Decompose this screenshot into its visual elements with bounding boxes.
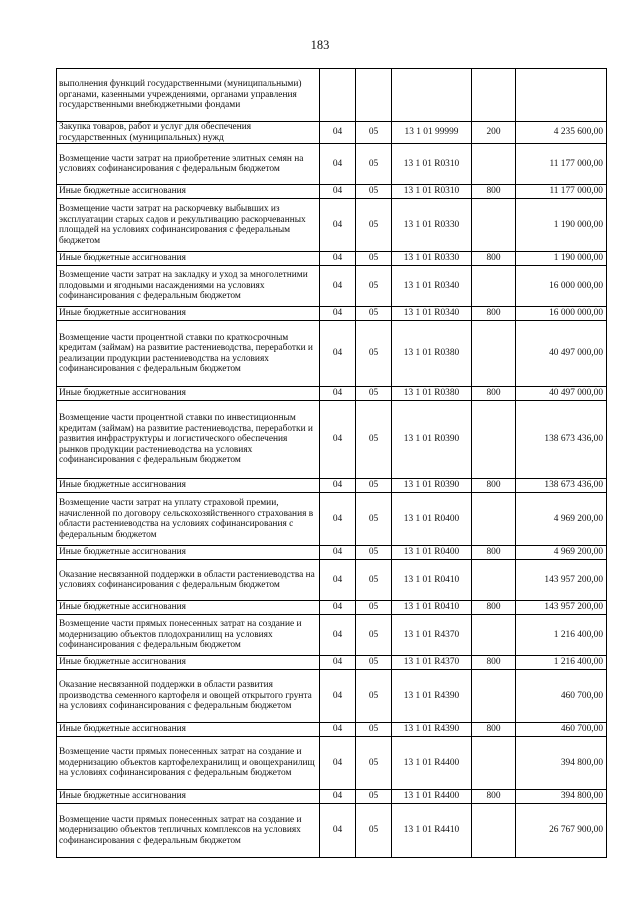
table-cell [356, 401, 392, 479]
table-cell [320, 615, 356, 656]
table-cell [392, 493, 472, 546]
row-section-code: 04 [332, 219, 343, 230]
table-row [57, 401, 607, 479]
table-cell [392, 387, 472, 401]
row-expense-type: 800 [486, 791, 501, 802]
table-cell [472, 307, 516, 321]
row-subsection-code: 05 [368, 480, 379, 491]
table-cell [356, 560, 392, 601]
table-row [57, 252, 607, 266]
table-row [57, 387, 607, 401]
row-target-article: 13 1 01 R4370 [403, 657, 460, 668]
table-cell [57, 69, 320, 122]
table-cell [57, 737, 320, 790]
table-cell [516, 266, 607, 307]
table-cell [516, 615, 607, 656]
table-cell [57, 479, 320, 493]
row-subsection-code: 05 [368, 657, 379, 668]
row-subsection-code: 05 [368, 757, 379, 768]
row-description: Иные бюджетные ассигнования [59, 308, 186, 319]
table-cell [57, 185, 320, 199]
table-cell [516, 321, 607, 387]
row-amount: 143 957 200,00 [544, 574, 603, 585]
row-target-article: 13 1 01 R4390 [403, 724, 460, 735]
table-cell [320, 387, 356, 401]
table-cell [57, 321, 320, 387]
table-cell [472, 615, 516, 656]
table-cell [57, 804, 320, 858]
table-cell [516, 723, 607, 737]
row-amount: 16 000 000,00 [549, 280, 603, 291]
row-section-code: 04 [332, 547, 343, 558]
table-cell [57, 266, 320, 307]
table-cell [516, 185, 607, 199]
row-amount: 40 497 000,00 [549, 388, 603, 399]
table-cell [320, 601, 356, 615]
table-cell [516, 790, 607, 804]
table-cell [320, 656, 356, 670]
table-cell [57, 601, 320, 615]
row-amount: 138 673 436,00 [544, 480, 603, 491]
table-row [57, 723, 607, 737]
table-cell [516, 387, 607, 401]
table-cell [392, 122, 472, 144]
table-cell [320, 479, 356, 493]
row-amount: 1 216 400,00 [553, 629, 603, 640]
table-cell [472, 804, 516, 858]
table-cell [356, 252, 392, 266]
row-section-code: 04 [332, 348, 343, 359]
row-target-article: 13 1 01 R0400 [403, 513, 460, 524]
table-cell [472, 723, 516, 737]
row-section-code: 04 [332, 629, 343, 640]
table-cell [356, 656, 392, 670]
table-cell [392, 546, 472, 560]
table-cell [392, 737, 472, 790]
row-expense-type: 800 [486, 186, 501, 197]
row-amount: 4 235 600,00 [553, 127, 603, 138]
row-target-article: 13 1 01 R0390 [403, 434, 460, 445]
row-subsection-code: 05 [368, 629, 379, 640]
page-number: 183 [310, 38, 330, 52]
table-cell [57, 560, 320, 601]
table-cell [356, 615, 392, 656]
row-subsection-code: 05 [368, 308, 379, 319]
table-cell [356, 266, 392, 307]
row-target-article: 13 1 01 R4390 [403, 690, 460, 701]
table-cell [320, 804, 356, 858]
table-cell [320, 493, 356, 546]
table-cell [392, 69, 472, 122]
table-cell [472, 252, 516, 266]
row-description: Иные бюджетные ассигнования [59, 724, 186, 735]
row-target-article: 13 1 01 R0390 [403, 480, 460, 491]
row-description: Иные бюджетные ассигнования [59, 657, 186, 668]
table-cell [516, 252, 607, 266]
row-target-article: 13 1 01 R0380 [403, 348, 460, 359]
table-cell [57, 252, 320, 266]
table-cell [392, 252, 472, 266]
table-cell [356, 601, 392, 615]
row-target-article: 13 1 01 R0330 [403, 219, 460, 230]
row-amount: 4 969 200,00 [553, 547, 603, 558]
table-cell [356, 546, 392, 560]
table-cell [320, 307, 356, 321]
table-row [57, 656, 607, 670]
row-subsection-code: 05 [368, 127, 379, 138]
table-cell [472, 69, 516, 122]
row-section-code: 04 [332, 791, 343, 802]
row-amount: 4 969 200,00 [553, 513, 603, 524]
table-cell [392, 656, 472, 670]
table-cell [356, 493, 392, 546]
table-cell [472, 479, 516, 493]
row-section-code: 04 [332, 158, 343, 169]
table-cell [472, 185, 516, 199]
table-cell [516, 144, 607, 185]
table-row [57, 144, 607, 185]
row-description: Возмещение части затрат на раскорчевку выбывших из эксплуатации старых садов и рекультивацию раскорчеванных площадей на условиях софинансирования с федеральным бюджетом [59, 204, 306, 246]
table-cell [320, 122, 356, 144]
table-row [57, 185, 607, 199]
table-cell [516, 546, 607, 560]
row-amount: 1 190 000,00 [553, 253, 603, 264]
row-section-code: 04 [332, 602, 343, 613]
row-description: Иные бюджетные ассигнования [59, 186, 186, 197]
table-cell [392, 723, 472, 737]
table-row [57, 479, 607, 493]
table-cell [516, 479, 607, 493]
row-amount: 460 700,00 [560, 724, 603, 735]
row-expense-type: 800 [486, 602, 501, 613]
row-section-code: 04 [332, 724, 343, 735]
row-target-article: 13 1 01 R4370 [403, 629, 460, 640]
row-amount: 138 673 436,00 [544, 434, 603, 445]
table-cell [472, 790, 516, 804]
table-cell [356, 723, 392, 737]
row-section-code: 04 [332, 757, 343, 768]
row-section-code: 04 [332, 574, 343, 585]
row-section-code: 04 [332, 308, 343, 319]
table-cell [472, 401, 516, 479]
row-section-code: 04 [332, 253, 343, 264]
table-cell [356, 144, 392, 185]
table-cell [320, 560, 356, 601]
table-cell [516, 804, 607, 858]
table-cell [472, 601, 516, 615]
row-amount: 40 497 000,00 [549, 348, 603, 359]
row-target-article: 13 1 01 R0410 [403, 574, 460, 585]
row-subsection-code: 05 [368, 574, 379, 585]
table-cell [57, 307, 320, 321]
table-cell [472, 560, 516, 601]
table-cell [356, 737, 392, 790]
row-expense-type: 800 [486, 657, 501, 668]
row-description: Иные бюджетные ассигнования [59, 253, 186, 264]
row-amount: 11 177 000,00 [549, 186, 603, 197]
table-cell [392, 321, 472, 387]
row-section-code: 04 [332, 186, 343, 197]
row-subsection-code: 05 [368, 348, 379, 359]
table-cell [472, 656, 516, 670]
row-target-article: 13 1 01 R0310 [403, 186, 460, 197]
table-cell [516, 307, 607, 321]
table-cell [392, 601, 472, 615]
table-cell [472, 546, 516, 560]
table-cell [516, 199, 607, 252]
table-cell [320, 401, 356, 479]
row-target-article: 13 1 01 R0330 [403, 253, 460, 264]
table-cell [472, 321, 516, 387]
row-description: Возмещение части затрат на закладку и уход за многолетними плодовыми и ягодными насаждениями на условиях софинансирования с федеральным бюджетом [59, 270, 308, 302]
row-amount: 11 177 000,00 [549, 158, 603, 169]
table-cell [320, 69, 356, 122]
table-cell [516, 493, 607, 546]
row-target-article: 13 1 01 R0340 [403, 308, 460, 319]
table-cell [356, 387, 392, 401]
table-cell [57, 199, 320, 252]
table-cell [57, 723, 320, 737]
row-description: Возмещение части затрат на приобретение элитных семян на условиях софинансирования с федеральным бюджетом [59, 153, 304, 174]
row-subsection-code: 05 [368, 219, 379, 230]
table-row [57, 69, 607, 122]
row-description: Возмещение части прямых понесенных затрат на создание и модернизацию объектов картофелехранилищ и овощехранилищ на условиях софинансирования с федеральным бюджетом [59, 747, 315, 779]
table-row [57, 546, 607, 560]
row-description: Иные бюджетные ассигнования [59, 602, 186, 613]
table-cell [516, 670, 607, 723]
row-subsection-code: 05 [368, 434, 379, 445]
row-subsection-code: 05 [368, 547, 379, 558]
row-description: Возмещение части процентной ставки по краткосрочным кредитам (займам) на развитие растениеводства, переработки и реализации продукции растениеводства на условиях софинансирования с федеральным бюджетом [59, 332, 313, 374]
row-section-code: 04 [332, 480, 343, 491]
row-section-code: 04 [332, 434, 343, 445]
table-cell [392, 479, 472, 493]
table-row [57, 601, 607, 615]
row-subsection-code: 05 [368, 791, 379, 802]
row-target-article: 13 1 01 R0410 [403, 602, 460, 613]
row-target-article: 13 1 01 R4400 [403, 791, 460, 802]
table-cell [516, 601, 607, 615]
row-amount: 143 957 200,00 [544, 602, 603, 613]
row-subsection-code: 05 [368, 690, 379, 701]
row-description: Возмещение части прямых понесенных затрат на создание и модернизацию объектов плодохранилищ на условиях софинансирования с федеральным бюджетом [59, 619, 302, 651]
row-expense-type: 200 [486, 127, 501, 138]
table-cell [356, 69, 392, 122]
row-target-article: 13 1 01 R4400 [403, 757, 460, 768]
row-subsection-code: 05 [368, 158, 379, 169]
row-amount: 394 800,00 [560, 791, 603, 802]
budget-table-body [57, 69, 607, 858]
table-cell [320, 723, 356, 737]
table-cell [392, 401, 472, 479]
table-cell [320, 321, 356, 387]
table-cell [320, 252, 356, 266]
table-cell [57, 790, 320, 804]
row-target-article: 13 1 01 R0380 [403, 388, 460, 399]
row-amount: 394 800,00 [560, 757, 603, 768]
row-section-code: 04 [332, 280, 343, 291]
table-cell [392, 266, 472, 307]
row-description: Иные бюджетные ассигнования [59, 547, 186, 558]
table-cell [356, 185, 392, 199]
row-expense-type: 800 [486, 308, 501, 319]
table-cell [392, 199, 472, 252]
table-cell [320, 546, 356, 560]
table-cell [392, 185, 472, 199]
table-cell [392, 307, 472, 321]
row-description: Закупка товаров, работ и услуг для обеспечения государственных (муниципальных) нужд [59, 122, 252, 143]
row-amount: 16 000 000,00 [549, 308, 603, 319]
row-section-code: 04 [332, 388, 343, 399]
row-description: Оказание несвязанной поддержки в области развития производства семенного картофеля и овощей открытого грунта на условиях софинансирования с федеральным бюджетом [59, 680, 312, 712]
table-row [57, 493, 607, 546]
table-cell [57, 546, 320, 560]
row-description: Иные бюджетные ассигнования [59, 388, 186, 399]
table-cell [320, 790, 356, 804]
row-section-code: 04 [332, 690, 343, 701]
row-section-code: 04 [332, 825, 343, 836]
row-expense-type: 800 [486, 724, 501, 735]
table-cell [356, 790, 392, 804]
row-subsection-code: 05 [368, 724, 379, 735]
row-expense-type: 800 [486, 253, 501, 264]
table-cell [57, 387, 320, 401]
row-target-article: 13 1 01 R0340 [403, 280, 460, 291]
table-row [57, 670, 607, 723]
table-row [57, 804, 607, 858]
table-row [57, 199, 607, 252]
row-target-article: 13 1 01 99999 [404, 127, 459, 138]
table-cell [516, 122, 607, 144]
row-subsection-code: 05 [368, 513, 379, 524]
table-cell [356, 307, 392, 321]
table-cell [516, 737, 607, 790]
table-cell [472, 493, 516, 546]
table-cell [392, 790, 472, 804]
row-description: Иные бюджетные ассигнования [59, 791, 186, 802]
row-subsection-code: 05 [368, 280, 379, 291]
row-expense-type: 800 [486, 547, 501, 558]
table-cell [516, 69, 607, 122]
table-cell [472, 387, 516, 401]
table-cell [57, 670, 320, 723]
table-cell [57, 493, 320, 546]
row-description: выполнения функций государственными (муниципальными) органами, казенными учреждениями, органами управления государственными внебюджетными фондами [59, 79, 302, 111]
row-amount: 1 190 000,00 [553, 219, 603, 230]
budget-table [56, 68, 607, 858]
table-cell [472, 199, 516, 252]
row-target-article: 13 1 01 R0400 [403, 547, 460, 558]
table-cell [392, 615, 472, 656]
table-cell [356, 804, 392, 858]
row-description: Иные бюджетные ассигнования [59, 480, 186, 491]
row-expense-type: 800 [486, 480, 501, 491]
table-cell [356, 670, 392, 723]
table-cell [57, 615, 320, 656]
table-cell [392, 560, 472, 601]
table-cell [320, 144, 356, 185]
table-cell [356, 321, 392, 387]
row-subsection-code: 05 [368, 253, 379, 264]
row-expense-type: 800 [486, 388, 501, 399]
table-cell [57, 122, 320, 144]
row-section-code: 04 [332, 127, 343, 138]
row-description: Возмещение части затрат на уплату страховой премии, начисленной по договору сельскохозяйственного страхования в области растениеводства на условиях софинансирования с федеральным бюджетом [59, 498, 314, 540]
table-cell [320, 737, 356, 790]
table-cell [392, 144, 472, 185]
table-cell [392, 804, 472, 858]
table-cell [57, 401, 320, 479]
table-cell [320, 185, 356, 199]
table-row [57, 737, 607, 790]
row-description: Возмещение части прямых понесенных затрат на создание и модернизацию объектов тепличных комплексов на условиях софинансирования с федеральным бюджетом [59, 814, 302, 846]
table-cell [516, 401, 607, 479]
table-row [57, 122, 607, 144]
table-row [57, 307, 607, 321]
row-amount: 460 700,00 [560, 690, 603, 701]
table-cell [516, 656, 607, 670]
row-section-code: 04 [332, 657, 343, 668]
table-row [57, 321, 607, 387]
row-subsection-code: 05 [368, 186, 379, 197]
table-cell [472, 670, 516, 723]
table-row [57, 790, 607, 804]
row-subsection-code: 05 [368, 825, 379, 836]
row-subsection-code: 05 [368, 388, 379, 399]
table-cell [320, 199, 356, 252]
table-cell [57, 656, 320, 670]
row-description: Возмещение части процентной ставки по инвестиционным кредитам (займам) на развитие растениеводства, переработки и развития инфраструктуры и логистического обеспечения рынков продукции растениеводства на условиях софинансирования с федеральным бюджетом [59, 413, 313, 466]
table-row [57, 266, 607, 307]
row-target-article: 13 1 01 R4410 [403, 825, 460, 836]
table-cell [320, 266, 356, 307]
table-cell [472, 266, 516, 307]
table-cell [57, 144, 320, 185]
table-cell [356, 479, 392, 493]
table-cell [472, 122, 516, 144]
table-cell [472, 144, 516, 185]
row-section-code: 04 [332, 513, 343, 524]
table-row [57, 615, 607, 656]
row-target-article: 13 1 01 R0310 [403, 158, 460, 169]
table-cell [516, 560, 607, 601]
row-amount: 26 767 900,00 [549, 825, 603, 836]
row-subsection-code: 05 [368, 602, 379, 613]
table-cell [392, 670, 472, 723]
row-description: Оказание несвязанной поддержки в области растениеводства на условиях софинансирования с федеральным бюджетом [59, 569, 315, 590]
table-cell [472, 737, 516, 790]
table-cell [356, 199, 392, 252]
table-cell [356, 122, 392, 144]
row-amount: 1 216 400,00 [553, 657, 603, 668]
table-cell [320, 670, 356, 723]
table-row [57, 560, 607, 601]
